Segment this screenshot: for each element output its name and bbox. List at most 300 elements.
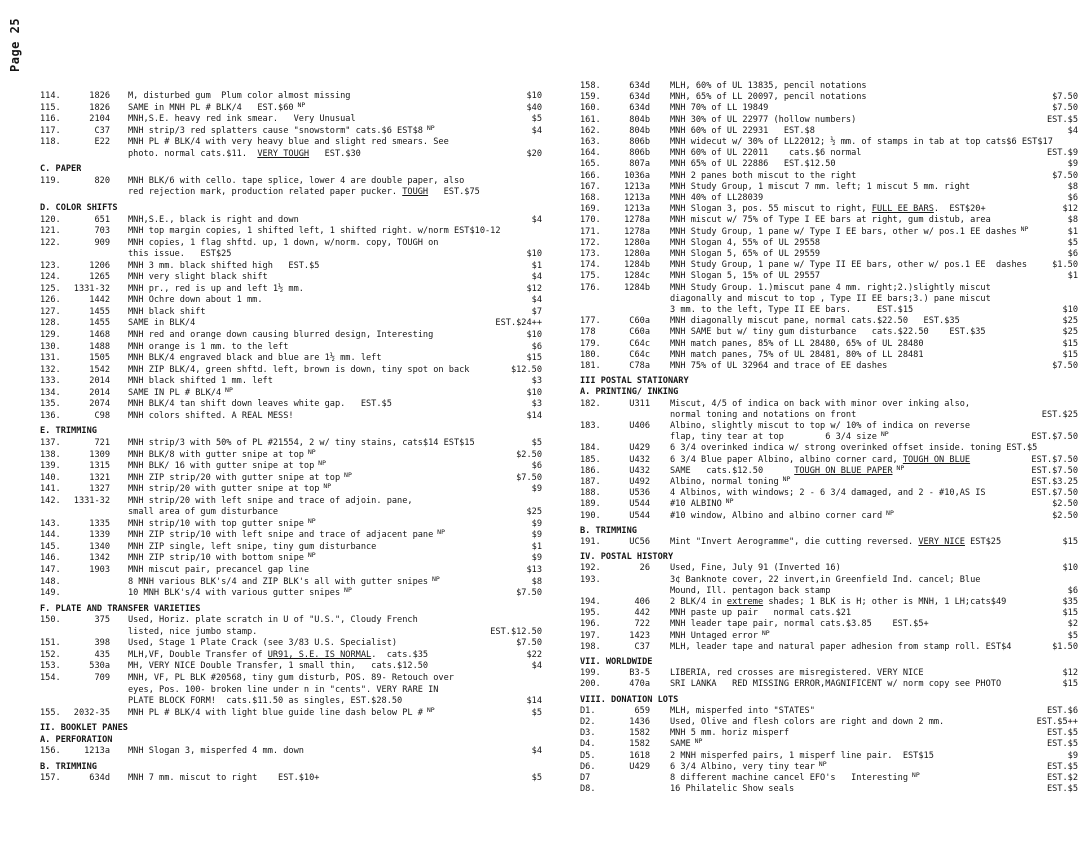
lot-price: $10 — [526, 91, 542, 101]
lot-number: 154. — [40, 672, 61, 683]
lot-row — [580, 783, 1080, 795]
catalog-number: 1826 — [89, 91, 110, 101]
catalog-number: 721 — [94, 437, 110, 448]
lot-number: 176. — [580, 282, 601, 293]
lot-price: $1.50 — [1052, 641, 1078, 652]
description-text: MNH 70% of LL 19849 — [670, 103, 769, 114]
lot-description — [128, 552, 538, 564]
description-text: MNH strip/20 with left snipe and trace of adjoin. pane, — [128, 495, 413, 506]
catalog-number: 659 — [634, 705, 650, 716]
section-heading — [580, 551, 1080, 563]
lot-number: D4. — [580, 739, 596, 750]
lot-number: 189. — [580, 499, 601, 510]
lot-row — [580, 562, 1080, 574]
description-text: 3¢ Banknote cover, 22 invert,in Greenfield Ind. cancel; Blue — [670, 574, 981, 585]
lot-price: $9 — [1067, 750, 1078, 761]
lot-row — [580, 705, 1080, 717]
lot-number: 118. — [40, 137, 61, 148]
lot-row — [580, 420, 1080, 432]
description-text: MNH miscut pair, precancel gap line — [128, 565, 310, 575]
lot-description — [128, 449, 538, 461]
catalog-number: C98 — [94, 410, 110, 421]
description-text: 16 Philatelic Show seals — [670, 784, 795, 795]
lot-row — [580, 338, 1080, 350]
lot-number: 133. — [40, 376, 61, 387]
lot-price: $1 — [531, 541, 542, 552]
lot-description — [128, 375, 538, 387]
lot-row — [40, 541, 542, 553]
lot-row — [580, 147, 1080, 159]
catalog-number: 470a — [629, 679, 650, 690]
section-heading — [580, 386, 1080, 398]
catalog-number: 722 — [634, 619, 650, 630]
catalog-number: C64c — [629, 338, 650, 349]
description-text: MH, VERY NICE Double Transfer, 1 small thin, cats.$12.50 — [128, 661, 429, 672]
description-text: 3 mm. to the left, Type II EE bars. EST.$15 — [670, 305, 914, 315]
description-text: MNH black shifted 1 mm. left — [128, 376, 273, 387]
description-text: diagonally and miscut to top , Type II EE bars;3.) pane miscut — [670, 293, 991, 304]
catalog-number: U311 — [629, 398, 650, 409]
catalog-number: 1213a — [624, 181, 650, 192]
lot-row — [40, 113, 542, 125]
catalog-number: 1340 — [89, 541, 110, 552]
catalog-number: 909 — [94, 237, 110, 248]
description-text: Miscut, 4/5 of indica on back with minor over inking also, — [670, 398, 971, 409]
catalog-number: U432 — [629, 454, 650, 465]
lot-description — [128, 364, 538, 376]
description-text: MNH,S.E. heavy red ink smear. Very Unusual — [128, 114, 356, 125]
description-text-after: EST.$30 — [309, 148, 361, 159]
lot-number: 161. — [580, 114, 601, 125]
lot-description — [128, 472, 538, 484]
lot-row — [580, 442, 1080, 454]
lot-row — [40, 352, 542, 364]
heading-text: IV. POSTAL HISTORY — [580, 552, 674, 563]
description-text: MNH 75% of UL 32964 and trace of EE dashes — [670, 361, 888, 371]
lot-price: $12.50 — [510, 364, 542, 375]
lot-description — [670, 136, 1080, 148]
lot-description — [670, 420, 1080, 432]
lot-row — [580, 772, 1080, 784]
lot-description — [128, 745, 538, 757]
lot-number: 152. — [40, 649, 61, 660]
lot-number: D5. — [580, 750, 596, 761]
lot-description — [128, 672, 538, 684]
description-text: SAME IN PL # BLK/4 — [128, 387, 222, 398]
no-photo-mark: NP — [778, 476, 791, 483]
lot-description — [670, 398, 1080, 410]
catalog-number: 1309 — [89, 449, 110, 460]
description-text: eyes, Pos. 100- broken line under n in "cents". VERY RARE IN — [128, 684, 439, 695]
lot-row — [580, 750, 1080, 762]
catalog-number: 1284c — [624, 271, 650, 282]
lot-description — [128, 541, 538, 553]
lot-number: 180. — [580, 349, 601, 360]
lot-price: EST.$5 — [1046, 784, 1078, 795]
underlined-text: extreme — [726, 597, 764, 607]
lot-price: $7.50 — [516, 588, 542, 599]
lot-price: $4 — [531, 661, 542, 672]
catalog-number: 634d — [89, 773, 110, 784]
lot-price: $2 — [1067, 619, 1078, 630]
description-text: flap, tiny tear at top 6 3/4 size — [670, 432, 877, 443]
description-text: MNH BLK/6 with cello. tape splice, lower 4 are double paper, also — [128, 175, 465, 186]
lot-description — [128, 341, 538, 353]
description-text: 6 3/4 Blue paper Albino, albino corner card, — [670, 454, 903, 465]
no-photo-mark: NP — [422, 706, 435, 714]
lot-price: EST.$2 — [1046, 773, 1078, 783]
catalog-number: 1284b — [624, 260, 650, 271]
lot-number: 114. — [40, 91, 61, 101]
lot-description — [128, 214, 538, 226]
description-text: MNH ZIP single, left snipe, tiny gum disturbance — [128, 541, 377, 552]
lot-price: EST.$7.50 — [1031, 432, 1078, 443]
catalog-number: 2014 — [89, 387, 110, 398]
lot-number: 128. — [40, 318, 61, 329]
lot-row — [580, 738, 1080, 750]
catalog-number: 703 — [94, 226, 110, 237]
lot-description — [128, 495, 538, 507]
lot-price: $5 — [1067, 630, 1078, 641]
lot-description — [128, 225, 538, 237]
catalog-number: E22 — [94, 137, 110, 148]
lot-row — [40, 772, 542, 784]
description-text: MNH, VF, PL BLK #20568, tiny gum disturb, POS. 89- Retouch over — [128, 672, 454, 683]
lot-number: 132. — [40, 364, 61, 375]
description-text: MNH strip/3 with 50% of PL #21554, 2 w/ tiny stains, cats$14 EST$15 — [128, 437, 475, 448]
lot-price: $10 — [526, 249, 542, 260]
no-photo-mark: NP — [303, 552, 316, 560]
lot-row — [40, 341, 542, 353]
no-photo-mark: NP — [757, 629, 770, 637]
catalog-number: 530a — [89, 661, 110, 672]
lot-number: 162. — [580, 125, 601, 136]
lot-number: 151. — [40, 638, 61, 649]
lot-row — [40, 237, 510, 249]
description-text: #10 ALBINO — [670, 499, 722, 510]
section-heading — [580, 656, 1080, 668]
lot-row — [580, 282, 1080, 294]
catalog-number: U432 — [629, 465, 650, 476]
lot-row — [40, 564, 542, 576]
description-text: photo. normal cats.$11. — [128, 148, 258, 159]
catalog-number: 1442 — [89, 295, 110, 306]
description-text: Mound, Ill. pentagon back stamp — [670, 585, 831, 596]
lot-description — [670, 442, 1080, 454]
lot-number: 121. — [40, 226, 61, 237]
lot-number: 171. — [580, 226, 601, 237]
description-text: MNH Study Group, 1 pane w/ Type I EE bars, other w/ pos.1 EE dashes — [670, 226, 1017, 237]
lot-price: $2.50 — [1052, 499, 1078, 510]
catalog-number: 1327 — [89, 484, 110, 495]
lot-row — [40, 306, 542, 318]
lot-price: $4 — [531, 295, 542, 306]
lot-price: $15 — [1062, 679, 1078, 690]
lot-description — [128, 237, 538, 249]
lot-price: $4 — [531, 214, 542, 225]
description-text: SAME in MNH PL # BLK/4 EST.$60 — [128, 102, 294, 113]
lot-number: 170. — [580, 215, 601, 226]
lot-continuation — [40, 248, 542, 260]
no-photo-mark: NP — [303, 448, 316, 456]
lot-continuation — [580, 409, 1080, 421]
lot-price: EST.$25 — [1041, 409, 1078, 420]
description-text: MNH BLK/8 with gutter snipe at top — [128, 449, 304, 460]
catalog-number: C64c — [629, 349, 650, 360]
description-text: MNH ZIP BLK/4, green shftd. left, brown is down, tiny spot on back — [128, 364, 470, 375]
lot-description — [128, 649, 538, 661]
description-text: MNH black shift — [128, 306, 206, 317]
lot-row — [580, 641, 1080, 653]
lot-price: $9 — [531, 553, 542, 564]
heading-text: VII. WORLDWIDE — [580, 657, 653, 667]
lot-row — [580, 349, 1080, 361]
section-heading — [580, 525, 1080, 537]
lot-price: $7.50 — [1052, 170, 1078, 181]
lot-number: 143. — [40, 518, 61, 529]
lot-price: $5 — [531, 437, 542, 448]
lot-number: 149. — [40, 588, 61, 599]
lot-price: $20 — [526, 148, 542, 159]
description-text: MNH pr., red is up and left 1½ mm. — [128, 283, 304, 294]
lot-row — [580, 607, 1080, 619]
catalog-number: C60a — [629, 316, 650, 327]
lot-continuation — [580, 585, 1080, 597]
lot-description — [128, 483, 538, 495]
lot-row — [580, 214, 1080, 226]
lot-number: 194. — [580, 597, 601, 607]
no-photo-mark: NP — [314, 460, 327, 468]
underlined-text: UR91, S.E. IS NORMAL — [267, 649, 372, 660]
catalog-number: 634d — [629, 92, 650, 103]
lot-row — [580, 248, 1080, 260]
description-text: MNH SAME but w/ tiny gum disturbance cats.$22.50 EST.$35 — [670, 327, 986, 338]
lot-description — [128, 564, 538, 576]
lot-price: $15 — [1062, 537, 1078, 547]
description-text: MNH BLK/4 tan shift down leaves white gap. EST.$5 — [128, 399, 392, 410]
no-photo-mark: NP — [293, 101, 306, 109]
lot-price: EST.$5 — [1046, 739, 1078, 750]
lot-continuation — [40, 684, 510, 696]
description-text: SRI LANKA RED MISSING ERROR,MAGNIFICENT w/ norm copy see PHOTO — [670, 679, 1002, 690]
description-text: 6 3/4 overinked indica w/ strong overinked offset inside. toning EST.$5 — [670, 443, 1038, 454]
lot-row — [580, 192, 1080, 204]
description-text: #10 window, Albino and albino corner card — [670, 510, 883, 521]
lot-row — [580, 237, 1080, 249]
lot-number: 158. — [580, 81, 601, 91]
lot-row — [580, 498, 1080, 510]
lot-row — [40, 136, 510, 148]
description-text: listed, nice jumbo stamp. — [128, 626, 258, 637]
no-photo-mark: NP — [303, 517, 316, 525]
description-text: 2 MNH misperfed pairs, 1 misperf line pair. EST$15 — [670, 750, 934, 761]
lot-description — [128, 660, 538, 672]
lot-number: 168. — [580, 193, 601, 203]
lot-description — [128, 518, 538, 530]
description-text: MNH strip/20 with gutter snipe at top — [128, 484, 320, 495]
section-heading — [40, 202, 510, 214]
catalog-number: 1213a — [84, 746, 110, 757]
lot-row — [40, 471, 542, 484]
no-photo-mark: NP — [319, 483, 332, 491]
catalog-number: U406 — [629, 421, 650, 431]
lot-number: 191. — [580, 537, 601, 547]
lot-row — [580, 716, 1080, 728]
lot-row — [40, 437, 542, 449]
lot-number: D6. — [580, 761, 596, 772]
lot-row — [40, 386, 542, 399]
description-text: MNH 60% of UL 22931 EST.$8 — [670, 125, 815, 136]
description-text: Mint "Invert Aerogramme", die cutting reversed. — [670, 537, 919, 547]
lot-price: $6 — [1067, 249, 1078, 259]
description-text: LIBERIA, red crosses are misregistered. VERY NICE — [670, 668, 924, 679]
lot-number: 129. — [40, 330, 61, 340]
catalog-number: 1618 — [629, 750, 650, 761]
description-text: SAME in BLK/4 — [128, 318, 196, 329]
lot-price: $25 — [526, 507, 542, 518]
section-heading — [40, 734, 510, 746]
lot-description — [128, 695, 538, 707]
lot-description — [128, 271, 538, 283]
lot-price: $40 — [526, 102, 542, 113]
description-text: MNH 2 panes both miscut to the right — [670, 170, 857, 181]
lot-number: 179. — [580, 338, 601, 349]
lot-price: $8 — [1067, 215, 1078, 226]
lot-number: 165. — [580, 159, 601, 170]
description-text: MNH 30% of UL 22977 (hollow numbers) — [670, 114, 857, 125]
description-text: MNH orange is 1 mm. to the left — [128, 341, 289, 352]
catalog-number: C78a — [629, 361, 650, 371]
lot-number: 136. — [40, 410, 61, 421]
lot-description — [128, 352, 538, 364]
description-text: MLH,VF, Double Transfer of — [128, 649, 268, 660]
lot-price: $1 — [531, 260, 542, 271]
description-text: MNH Slogan 4, 55% of UL 29558 — [670, 237, 821, 248]
lot-number: 195. — [580, 608, 601, 619]
lot-row — [40, 101, 542, 114]
lot-number: D1. — [580, 705, 596, 716]
lot-number: 155. — [40, 707, 61, 718]
description-text: MNH ZIP strip/10 with left snipe and trace of adjacent pane — [128, 530, 434, 541]
catalog-number: 1278a — [624, 215, 650, 226]
lot-row — [580, 181, 1080, 193]
lot-number: 159. — [580, 92, 601, 103]
lot-continuation — [40, 506, 542, 518]
lot-description — [128, 576, 538, 588]
catalog-number: 1036a — [624, 170, 650, 181]
lot-continuation — [40, 186, 510, 198]
lot-price: $7.50 — [516, 472, 542, 483]
description-text: MNH 3 mm. black shifted high EST.$5 — [128, 260, 320, 271]
catalog-number: 806b — [629, 148, 650, 159]
catalog-number: 1903 — [89, 565, 110, 575]
lot-row — [40, 495, 510, 507]
lot-number: 190. — [580, 510, 601, 521]
lot-number: 157. — [40, 773, 61, 784]
description-text: MNH Slogan 5, 15% of UL 29557 — [670, 271, 821, 282]
lot-row — [580, 326, 1080, 338]
lot-description — [128, 637, 538, 649]
catalog-number: U492 — [629, 477, 650, 487]
description-text: MNH Slogan 3, pos. 55 miscut to right, — [670, 204, 872, 215]
lot-description — [128, 90, 538, 102]
lot-number: 131. — [40, 353, 61, 364]
lot-row — [40, 672, 510, 684]
lot-description — [128, 175, 538, 187]
lot-price: $22 — [526, 649, 542, 660]
lot-number: 120. — [40, 214, 61, 225]
lot-price: $8 — [531, 576, 542, 587]
lot-price: EST.$24++ — [495, 318, 542, 329]
description-text: MNH ZIP strip/20 with gutter snipe at top — [128, 472, 341, 483]
lot-number: 164. — [580, 148, 601, 159]
lot-number: 200. — [580, 679, 601, 690]
underlined-text: TOUGH ON BLUE PAPER — [794, 465, 893, 476]
description-text-after: . cats.$35 — [371, 649, 429, 660]
lot-price: $4 — [1067, 125, 1078, 136]
heading-text: E. TRIMMING — [40, 426, 97, 437]
catalog-number: 820 — [94, 175, 110, 186]
lot-price: $7.50 — [516, 638, 542, 649]
lot-number: 185. — [580, 454, 601, 465]
lot-price: $6 — [1067, 585, 1078, 596]
lot-number: 141. — [40, 484, 61, 495]
description-text: MNH very slight black shift — [128, 272, 268, 283]
lot-number: 140. — [40, 472, 61, 483]
lot-row — [580, 510, 1080, 522]
description-text: MNH PL # BLK/4 with very heavy blue and slight red smears. See — [128, 137, 449, 148]
lot-number: 169. — [580, 204, 601, 215]
lot-row — [40, 575, 542, 588]
lot-price: $12 — [1062, 668, 1078, 679]
catalog-number: 1436 — [629, 717, 650, 727]
section-heading — [40, 425, 510, 437]
lot-number: 182. — [580, 398, 601, 409]
description-text: MNH ZIP strip/10 with bottom snipe — [128, 553, 304, 564]
lot-number: 177. — [580, 316, 601, 327]
lot-price: $3 — [531, 376, 542, 387]
lot-number: D3. — [580, 728, 596, 739]
lot-price: $9 — [531, 518, 542, 529]
lot-number: 148. — [40, 576, 61, 587]
description-text: MNH strip/10 with top gutter snipe — [128, 518, 304, 529]
lot-number: 198. — [580, 641, 601, 652]
lot-price: EST.$5++ — [1036, 717, 1078, 727]
section-heading — [40, 163, 510, 175]
lot-number: 144. — [40, 530, 61, 541]
description-text: MNH Untaged error — [670, 630, 758, 641]
catalog-number: 1335 — [89, 518, 110, 529]
lot-price: $9 — [531, 484, 542, 495]
catalog-number: 2032-35 — [73, 707, 110, 718]
lot-number: D7 — [580, 773, 591, 783]
lot-row — [580, 259, 1080, 271]
lot-row — [580, 678, 1080, 690]
lot-price: EST.$9 — [1046, 148, 1078, 159]
catalog-number: UC56 — [629, 537, 650, 547]
lot-row — [40, 90, 542, 102]
heading-text: F. PLATE AND TRANSFER VARIETIES — [40, 603, 201, 614]
description-text: MNH match panes, 75% of UL 28481, 80% of LL 28481 — [670, 349, 924, 360]
lot-price: $10 — [526, 387, 542, 398]
lot-row — [40, 460, 542, 472]
lot-price: $7.50 — [1052, 92, 1078, 103]
catalog-number: 375 — [94, 615, 110, 626]
lot-price: $8 — [1067, 181, 1078, 192]
lot-continuation — [580, 431, 1080, 443]
catalog-number: 804b — [629, 114, 650, 125]
lot-number: 134. — [40, 387, 61, 398]
